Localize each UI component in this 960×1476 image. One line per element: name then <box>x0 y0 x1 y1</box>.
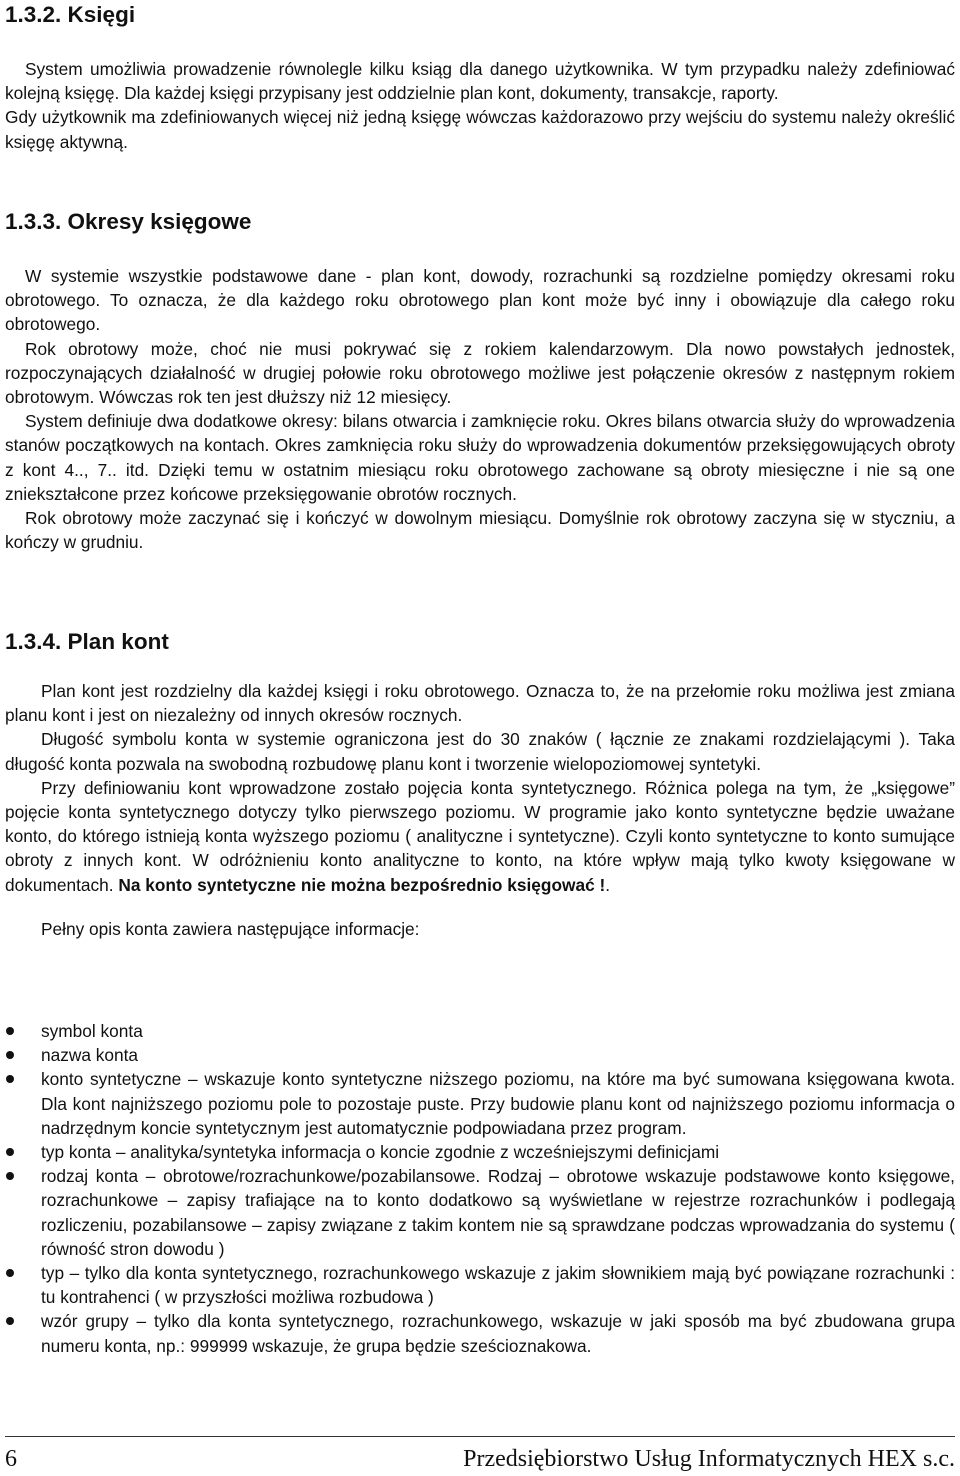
section-body-ksiegi <box>5 57 955 154</box>
bullet-icon <box>6 1148 14 1156</box>
paragraph: System definiuje dwa dodatkowe okresy: bilans otwarcia i zamknięcie roku. Okres bilans otwarcia służy do wprowadzenia stanów początkowych na kontach. Okres zamknięcia roku służy do wprowadzenia dokumentów przeksięgowujących obroty z kont 4.., 7.. itd. Dzięki temu w ostatnim miesiącu roku obrotowego zachowane są obroty miesięczne i nie są one zniekształcone przez końcowe przeksięgowanie obrotów rocznych. <box>5 411 955 504</box>
document-page <box>5 0 955 1476</box>
list-item-text: rodzaj konta – obrotowe/rozrachunkowe/pozabilansowe. Rodzaj – obrotowe wskazuje podstawowe konto księgowe, rozrachunkowe – zapisy trafiające na to konto dodatkowo są wyświetlane w rejestrze rozrachunków i podlegają rozliczeniu, pozabilansowe – zapisy związane z takim kontem nie są sprawdzane podczas wprowadzania do systemu ( równość stron dowodu ) <box>41 1166 955 1259</box>
paragraph <box>5 776 955 897</box>
page-footer <box>5 1444 955 1474</box>
paragraph: Rok obrotowy może zaczynać się i kończyć w dowolnym miesiącu. Domyślnie rok obrotowy zaczyna się w styczniu, a kończy w grudniu. <box>5 508 955 553</box>
list-item-text: nazwa konta <box>41 1045 139 1066</box>
bullet-icon <box>6 1075 14 1083</box>
list-item-text: symbol konta <box>41 1021 143 1041</box>
section-body-okresy <box>5 264 955 554</box>
list-item <box>5 1309 955 1357</box>
list-item-text: typ – tylko dla konta syntetycznego, rozrachunkowego wskazuje z jakim słownikiem mają być powiązane rozrachunki : tu kontrahenci ( w przyszłości możliwa rozbudowa ) <box>41 1263 955 1308</box>
list-item <box>5 1043 955 1067</box>
list-item <box>5 1067 955 1140</box>
paragraph-end: . <box>605 874 611 895</box>
paragraph: W systemie wszystkie podstawowe dane - plan kont, dowody, rozrachunki są rozdzielne pomiędzy okresami roku obrotowego. To oznacza, że dla każdego roku obrotowego plan kont może być inny i obowiązuje dla całego roku obrotowego. <box>5 266 955 335</box>
list-item <box>5 1261 955 1309</box>
footer-divider <box>5 1436 955 1437</box>
page-number: 6 <box>5 1446 17 1472</box>
paragraph: Rok obrotowy może, choć nie musi pokrywać się z rokiem kalendarzowym. Dla nowo powstałych jednostek, rozpoczynających działalność w drugiej połowie roku obrotowego możliwe jest połączenie okresów z następnym rokiem obrotowym. Wówczas rok ten jest dłuższy niż 12 miesięcy. <box>5 338 955 408</box>
paragraph: Długość symbolu konta w systemie ograniczona jest do 30 znaków ( łącznie ze znakami rozdzielającymi ). Taka długość konta pozwala na swobodną rozbudowę planu kont i tworzenie wielopoziomowej syntetyki. <box>5 729 955 774</box>
section-body-plan-kont <box>5 679 955 941</box>
bullet-icon <box>6 1172 14 1180</box>
section-heading-ksiegi: 1.3.2. Księgi <box>5 2 136 27</box>
bullet-icon <box>6 1051 14 1059</box>
section-heading-okresy: 1.3.3. Okresy księgowe <box>5 209 252 234</box>
account-info-list <box>5 1019 955 1358</box>
list-intro: Pełny opis konta zawiera następujące informacje: <box>41 918 420 939</box>
company-name: Przedsiębiorstwo Usług Informatycznych HEX s.c. <box>463 1446 955 1472</box>
list-item-text: typ konta – analityka/syntetyka informacja o koncie zgodnie z wcześniejszymi definicjami <box>41 1142 720 1163</box>
section-heading-plan-kont: 1.3.4. Plan kont <box>5 629 169 654</box>
bullet-icon <box>6 1317 14 1325</box>
paragraph-text: Przy definiowaniu kont wprowadzone zostało pojęcia konta syntetycznego. Różnica polega na tym, że „księgowe” pojęcie konta syntetycznego dotyczy tylko pierwszego poziomu. W programie jako konto syntetyczne będzie uważane konto, do którego istnieją konta wyższego poziomu ( analityczne i syntetyczne). Czyli konto syntetyczne to konto sumujące obroty z innych kont. W odróżnieniu konto analityczne to konto, na które wpływ mają tylko kwoty księgowane w dokumentach. <box>5 777 955 895</box>
paragraph: Plan kont jest rozdzielny dla każdej księgi i roku obrotowego. Oznacza to, że na przełomie roku możliwa jest zmiana planu kont i jest on niezależny od innych okresów rocznych. <box>5 681 955 726</box>
bullet-icon <box>6 1027 14 1035</box>
paragraph: Gdy użytkownik ma zdefiniowanych więcej niż jedną księgę wówczas każdorazowo przy wejściu do systemu należy określić księgę aktywną. <box>5 107 955 152</box>
list-item <box>5 1019 955 1043</box>
list-item <box>5 1164 955 1261</box>
list-item-text: wzór grupy – tylko dla konta syntetycznego, rozrachunkowego, wskazuje w jaki sposób ma być zbudowana grupa numeru konta, np.: 999999 wskazuje, że grupa będzie sześcioznakowa. <box>41 1311 955 1356</box>
list-item-text: konto syntetyczne – wskazuje konto syntetyczne niższego poziomu, na które ma być sumowana księgowana kwota. Dla kont najniższego poziomu pole to pozostaje puste. Przy budowie planu kont od najniższego poziomu informacja o nadrzędnym koncie syntetycznym jest automatycznie podpowiadana przez program. <box>41 1069 955 1138</box>
emphasis-warning: Na konto syntetyczne nie można bezpośrednio księgować ! <box>118 874 606 895</box>
list-item <box>5 1140 955 1164</box>
paragraph: System umożliwia prowadzenie równolegle kilku ksiąg dla danego użytkownika. W tym przypadku należy zdefiniować kolejną księgę. Dla każdej księgi przypisany jest oddzielnie plan kont, dokumenty, transakcje, raporty. <box>5 59 955 104</box>
bullet-icon <box>6 1269 14 1277</box>
